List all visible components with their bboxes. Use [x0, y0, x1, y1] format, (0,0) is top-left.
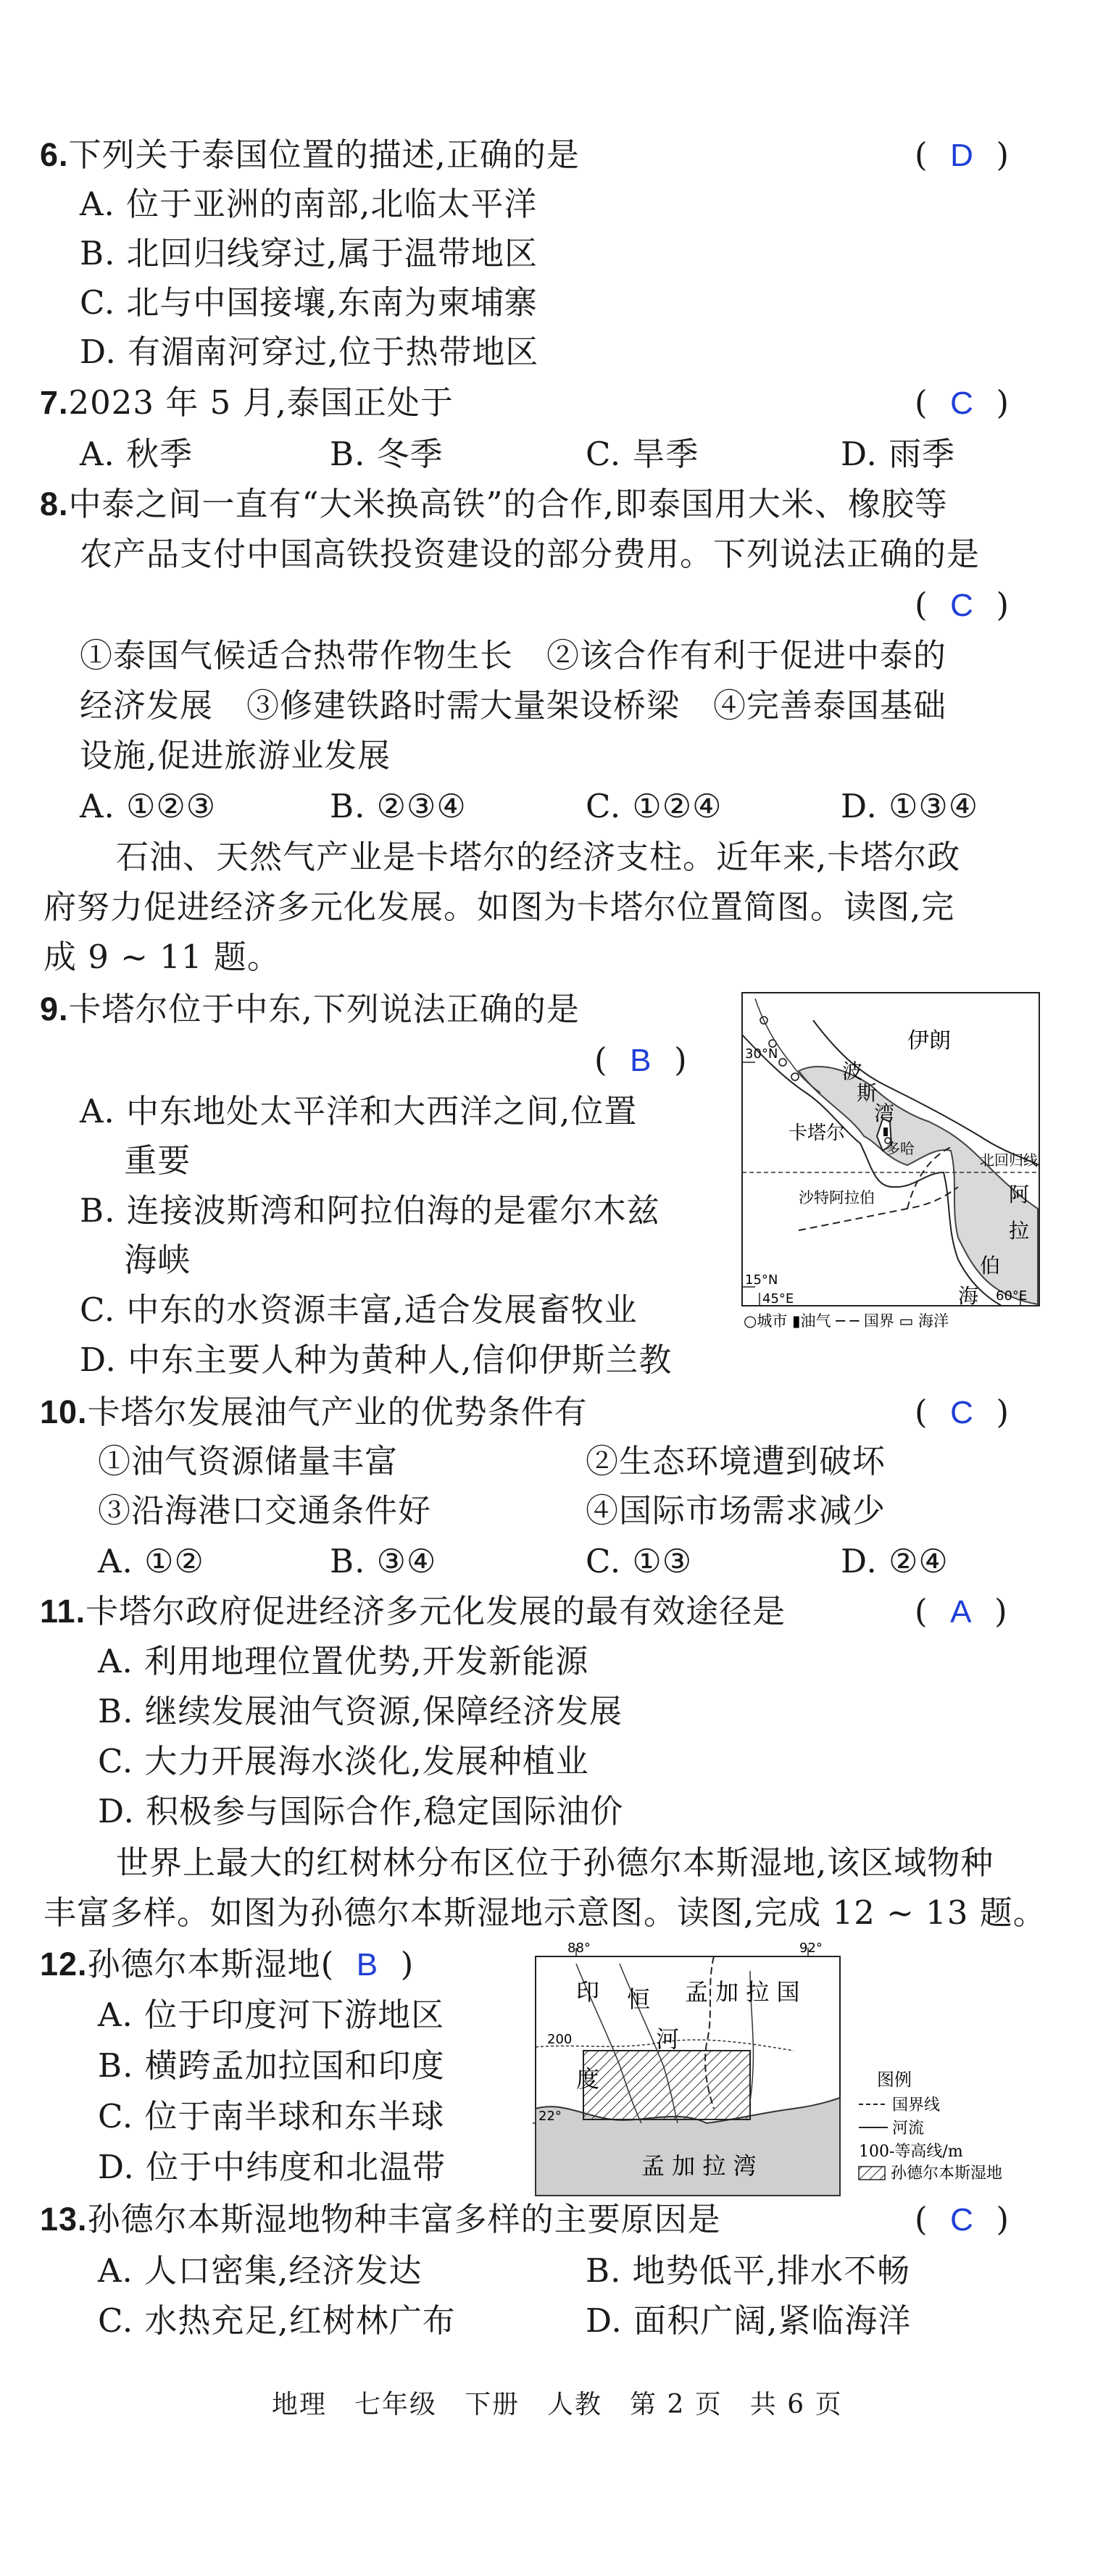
q10-statement-2: ②生态环境遭到破坏	[586, 1442, 886, 1480]
q7-option-c: C. 旱季	[586, 435, 699, 473]
q6-stem	[40, 133, 580, 178]
qatar-map-label-tropic: 北回归线	[980, 1151, 1038, 1169]
q8-statements-1: ①泰国气候适合热带作物生长 ②该合作有利于促进中泰的	[80, 636, 947, 675]
sundarbans-map-contour: 200	[547, 2032, 573, 2047]
q9-option-a: A. 中东地处太平洋和大西洋之间,位置	[80, 1092, 638, 1130]
q8-option-d: D. ①③④	[841, 787, 979, 825]
sundarbans-map-india-2: 度	[576, 2065, 600, 2093]
q11-option-c: C. 大力开展海水淡化,发展种植业	[98, 1742, 589, 1780]
q13-number: 13.	[40, 2201, 88, 2238]
q7-option-a: A. 秋季	[80, 435, 194, 473]
qatar-map-label-arabian-2: 拉	[1009, 1219, 1030, 1243]
q12-option-a: A. 位于印度河下游地区	[98, 1996, 445, 2034]
q12-option-b: B. 横跨孟加拉国和印度	[98, 2046, 445, 2085]
sundarbans-map-india-1: 印	[576, 1978, 600, 2006]
q13-stem	[40, 2197, 721, 2242]
q7-answer: C	[950, 385, 974, 421]
sundarbans-map-svg	[533, 1942, 1047, 2203]
q9-stem	[40, 987, 580, 1032]
qatar-map-label-qatar: 卡塔尔	[788, 1122, 846, 1144]
q8-number: 8.	[40, 485, 69, 522]
q11-answer: A	[950, 1594, 973, 1630]
q8-option-b: B. ②③④	[330, 787, 467, 825]
q11-answer-box: ( A )	[915, 1592, 1008, 1630]
q12-option-d: D. 位于中纬度和北温带	[98, 2148, 446, 2186]
q9-option-a-cont: 重要	[80, 1141, 191, 1180]
q8-statements-3: 设施,促进旅游业发展	[80, 736, 391, 775]
q9-option-d: D. 中东主要人种为黄种人,信仰伊斯兰教	[80, 1341, 673, 1379]
q8-stem-line2: 农产品支付中国高铁投资建设的部分费用。下列说法正确的是	[80, 535, 981, 573]
sundarbans-map-bay: 孟 加 拉 湾	[641, 2152, 757, 2180]
q10-option-a: A. ①②	[98, 1542, 204, 1580]
q8-answer-box: ( C )	[915, 585, 1010, 624]
q10-option-c: C. ①③	[586, 1542, 693, 1580]
q8-option-c: C. ①②④	[586, 787, 723, 825]
q10-answer: C	[950, 1395, 974, 1430]
q12-text: 孙德尔本斯湿地(	[87, 1945, 335, 1983]
sundarbans-legend-river: 河流	[892, 2119, 925, 2138]
q9-answer-box: ( B )	[594, 1041, 688, 1079]
sundarbans-legend-contour: 100-等高线/m	[859, 2143, 963, 2161]
q9-text: 卡塔尔位于中东,下列说法正确的是	[68, 990, 580, 1028]
q10-statement-3: ③沿海港口交通条件好	[98, 1491, 432, 1530]
q9-answer: B	[630, 1043, 652, 1078]
q8-answer: C	[950, 588, 974, 623]
sundarbans-legend-wetland: 孙德尔本斯湿地	[891, 2164, 1003, 2183]
qatar-map-lon45: 45°E	[762, 1291, 794, 1306]
page-footer: 地理 七年级 下册 人教 第 2 页 共 6 页	[272, 2390, 843, 2419]
q13-answer: C	[950, 2202, 974, 2238]
q8-text-1: 中泰之间一直有“大米换高铁”的合作,即泰国用大米、橡胶等	[68, 485, 948, 523]
q8-statements-2: 经济发展 ③修建铁路时需大量架设桥梁 ④完善泰国基础	[80, 686, 947, 725]
qatar-map-svg	[741, 991, 1041, 1332]
q9-option-b-cont: 海峡	[80, 1241, 191, 1279]
q11-option-a: A. 利用地理位置优势,开发新能源	[98, 1642, 589, 1680]
q7-stem	[40, 380, 454, 425]
q11-option-b: B. 继续发展油气资源,保障经济发展	[98, 1692, 623, 1730]
qatar-map-label-doha: 多哈	[886, 1140, 915, 1157]
q12-close: )	[400, 1945, 415, 1983]
sundarbans-map	[533, 1942, 1047, 2203]
q10-number: 10.	[40, 1393, 88, 1430]
q8-option-a: A. ①②③	[80, 787, 217, 825]
sundarbans-map-lat22: 22°	[538, 2109, 562, 2124]
q7-number: 7.	[40, 384, 69, 421]
q7-option-d: D. 雨季	[841, 435, 956, 473]
qatar-map-lon60: 60°E	[996, 1288, 1028, 1304]
sundarbans-map-lon88: 88°	[567, 1942, 591, 1956]
q10-statement-1: ①油气资源储量丰富	[98, 1442, 399, 1480]
q11-number: 11.	[40, 1593, 86, 1630]
q6-answer-box: ( D )	[915, 136, 1010, 174]
qatar-map-label-iran: 伊朗	[907, 1028, 951, 1054]
q13-option-d: D. 面积广阔,紧临海洋	[586, 2301, 912, 2340]
q11-option-d: D. 积极参与国际合作,稳定国际油价	[98, 1792, 624, 1830]
sundarbans-map-lon92: 92°	[799, 1942, 823, 1956]
qatar-map-legend: ○城市 ▮油气 ─ ─ 国界 ▭ 海洋	[744, 1312, 949, 1330]
sundarbans-intro-2: 丰富多样。如图为孙德尔本斯湿地示意图。读图,完成 12 ~ 13 题。	[43, 1893, 1046, 1932]
q6-option-d: D. 有湄南河穿过,位于热带地区	[80, 333, 539, 371]
q9-option-b: B. 连接波斯湾和阿拉伯海的是霍尔木兹	[80, 1191, 660, 1230]
q10-text: 卡塔尔发展油气产业的优势条件有	[87, 1393, 588, 1431]
sundarbans-legend-border: 国界线	[892, 2096, 941, 2114]
q11-stem	[40, 1589, 786, 1634]
q10-statement-4: ④国际市场需求减少	[586, 1491, 886, 1530]
qatar-map-label-arabian-3: 伯	[980, 1254, 1001, 1277]
qatar-map-label-saudi: 沙特阿拉伯	[799, 1189, 875, 1206]
q10-option-d: D. ②④	[841, 1542, 949, 1580]
q13-text: 孙德尔本斯湿地物种丰富多样的主要原因是	[87, 2200, 721, 2238]
sundarbans-map-bangladesh: 孟 加 拉 国	[685, 1978, 800, 2006]
q6-option-a: A. 位于亚洲的南部,北临太平洋	[80, 185, 538, 223]
qatar-map-label-arabian-1: 阿	[1009, 1183, 1030, 1206]
sundarbans-intro-1: 世界上最大的红树林分布区位于孙德尔本斯湿地,该区域物种	[116, 1843, 994, 1882]
sundarbans-map-river: 恒	[627, 1985, 651, 2013]
q12-number: 12.	[40, 1946, 88, 1983]
qatar-map-label-arabian-4: 海	[958, 1284, 979, 1308]
q9-number: 9.	[40, 991, 69, 1028]
qatar-intro-2: 府努力促进经济多元化发展。如图为卡塔尔位置简图。读图,完	[43, 888, 955, 926]
q6-answer: D	[950, 138, 974, 173]
q12-answer: B	[356, 1947, 379, 1983]
q10-stem	[40, 1390, 588, 1435]
q11-text: 卡塔尔政府促进经济多元化发展的最有效途径是	[86, 1592, 786, 1630]
q12-option-c: C. 位于南半球和东半球	[98, 2097, 445, 2135]
qatar-map-lat15: 15°N	[745, 1272, 778, 1288]
qatar-map-label-gulf-3: 湾	[874, 1101, 895, 1125]
q12-stem	[40, 1942, 414, 1988]
sundarbans-map-river2: 河	[656, 2025, 680, 2053]
q8-stem-line1	[40, 482, 948, 527]
q10-option-b: B. ③④	[330, 1542, 437, 1580]
q7-option-b: B. 冬季	[330, 435, 444, 473]
q13-option-a: A. 人口密集,经济发达	[98, 2251, 423, 2290]
sundarbans-legend-title: 图例	[877, 2069, 912, 2090]
qatar-intro-3: 成 9 ~ 11 题。	[43, 938, 280, 976]
q9-option-c: C. 中东的水资源丰富,适合发展畜牧业	[80, 1291, 638, 1329]
q6-option-c: C. 北与中国接壤,东南为柬埔寨	[80, 283, 538, 322]
q10-answer-box: ( C )	[915, 1393, 1010, 1431]
q7-text: 2023 年 5 月,泰国正处于	[68, 383, 454, 422]
q7-answer-box: ( C )	[915, 383, 1010, 422]
qatar-map	[741, 991, 1041, 1332]
qatar-map-label-gulf-2: 斯	[857, 1081, 878, 1105]
q13-option-c: C. 水热充足,红树林广布	[98, 2301, 456, 2340]
q6-number: 6.	[40, 136, 69, 173]
q6-option-b: B. 北回归线穿过,属于温带地区	[80, 234, 538, 272]
q6-text: 下列关于泰国位置的描述,正确的是	[68, 136, 580, 174]
qatar-intro-1: 石油、天然气产业是卡塔尔的经济支柱。近年来,卡塔尔政	[116, 838, 961, 876]
q13-answer-box: ( C )	[915, 2200, 1010, 2238]
qatar-map-label-gulf-1: 波	[842, 1059, 863, 1083]
q13-option-b: B. 地势低平,排水不畅	[586, 2251, 910, 2290]
qatar-map-lat30: 30°N	[745, 1046, 778, 1062]
